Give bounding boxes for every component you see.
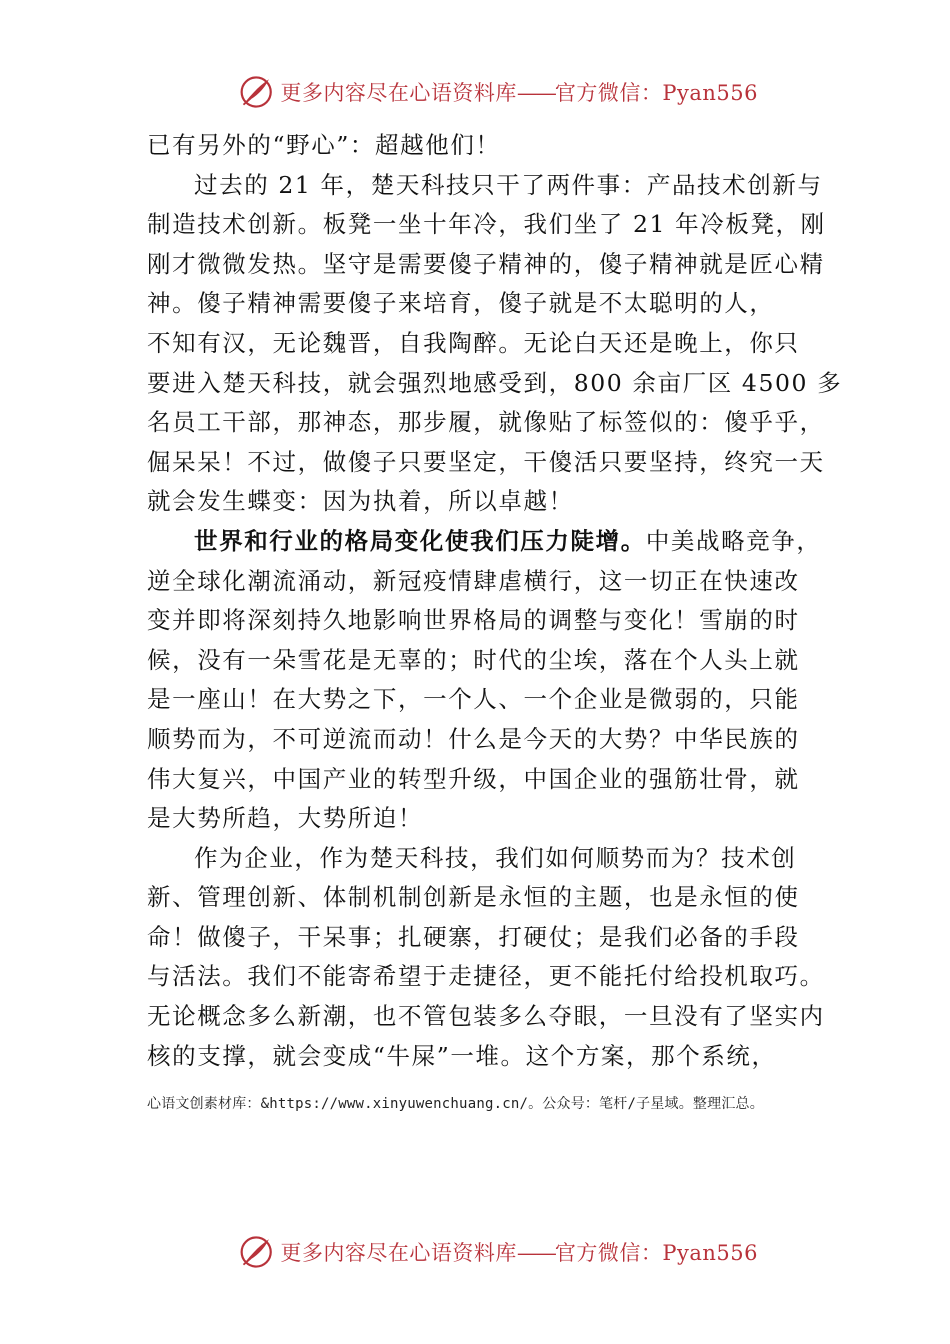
- banner-dash: ——: [516, 81, 555, 105]
- banner-wechat-text: 官方微信：Pyan556: [554, 81, 758, 105]
- banner-wechat-text: 官方微信：Pyan556: [554, 1241, 758, 1265]
- body-line: 命！做傻子，干呆事；扎硬寨，打硬仗；是我们必备的手段: [147, 922, 800, 951]
- body-line: 候，没有一朵雪花是无辜的；时代的尘埃，落在个人头上就: [147, 645, 800, 674]
- body-line: 倔呆呆！不过，做傻子只要坚定，干傻活只要坚持，终究一天: [147, 447, 825, 476]
- body-line: 制造技术创新。板凳一坐十年冷，我们坐了 21 年冷板凳，刚: [147, 210, 826, 239]
- section-heading: 世界和行业的格局变化使我们压力陡增。: [194, 526, 646, 555]
- body-line: 要进入楚天科技，就会强烈地感受到，800 余亩厂区 4500 多: [147, 368, 843, 397]
- body-line: 过去的 21 年，楚天科技只干了两件事：产品技术创新与: [194, 170, 823, 199]
- body-line: 新、管理创新、体制机制创新是永恒的主题，也是永恒的使: [147, 883, 800, 912]
- body-line-tail: 中美战略竞争，: [645, 526, 822, 555]
- body-line: 名员工干部，那神态，那步履，就像贴了标签似的：傻乎乎，: [147, 408, 825, 437]
- body-line: 逆全球化潮流涌动，新冠疫情肆虐横行，这一切正在快速改: [147, 566, 800, 595]
- banner-text: [280, 1237, 758, 1267]
- body-line: 顺势而为，不可逆流而动！什么是今天的大势？中华民族的: [147, 724, 800, 753]
- body-line-heading: [147, 522, 837, 562]
- body-line: 神。傻子精神需要傻子来培育，傻子就是不太聪明的人，: [147, 289, 775, 318]
- body-line: 伟大复兴，中国产业的转型升级，中国企业的强筋壮骨，就: [147, 764, 800, 793]
- quill-logo-icon: [238, 73, 274, 111]
- banner-main-text: 更多内容尽在心语资料库: [280, 1241, 517, 1265]
- body-line: 已有另外的“野心”：超越他们！: [147, 131, 501, 159]
- banner-text: [280, 77, 758, 107]
- body-line: 是一座山！在大势之下，一个人、一个企业是微弱的，只能: [147, 685, 800, 714]
- body-line: 不知有汉，无论魏晋，自我陶醉。无论白天还是晚上，你只: [147, 328, 800, 357]
- body-line: 核的支撑，就会变成“牛屎”一堆。这个方案，那个系统，: [147, 1041, 777, 1070]
- footer-banner: [238, 1230, 758, 1274]
- body-line: 与活法。我们不能寄希望于走捷径，更不能托付给投机取巧。: [147, 962, 825, 991]
- banner-dash: ——: [516, 1241, 555, 1265]
- body-line: 作为企业，作为楚天科技，我们如何顺势而为？技术创: [194, 843, 797, 872]
- body-line: 就会发生蝶变：因为执着，所以卓越！: [147, 487, 574, 516]
- body-line: 变并即将深刻持久地影响世界格局的调整与变化！雪崩的时: [147, 606, 800, 635]
- quill-logo-icon: [238, 1233, 274, 1271]
- body-line: 是大势所趋，大势所迫！: [147, 804, 424, 833]
- document-body: [147, 126, 843, 1076]
- source-footer: 心语文创素材库：&https://www.xinyuwenchuang.cn/。公众号：笔杆/子星域。整理汇总。: [147, 1096, 764, 1112]
- header-banner: [238, 70, 758, 114]
- body-line: 刚才微微发热。坚守是需要傻子精神的，傻子精神就是匠心精: [147, 249, 825, 278]
- body-line: 无论概念多么新潮，也不管包装多么夺眼，一旦没有了坚实内: [147, 1002, 825, 1031]
- banner-main-text: 更多内容尽在心语资料库: [280, 81, 517, 105]
